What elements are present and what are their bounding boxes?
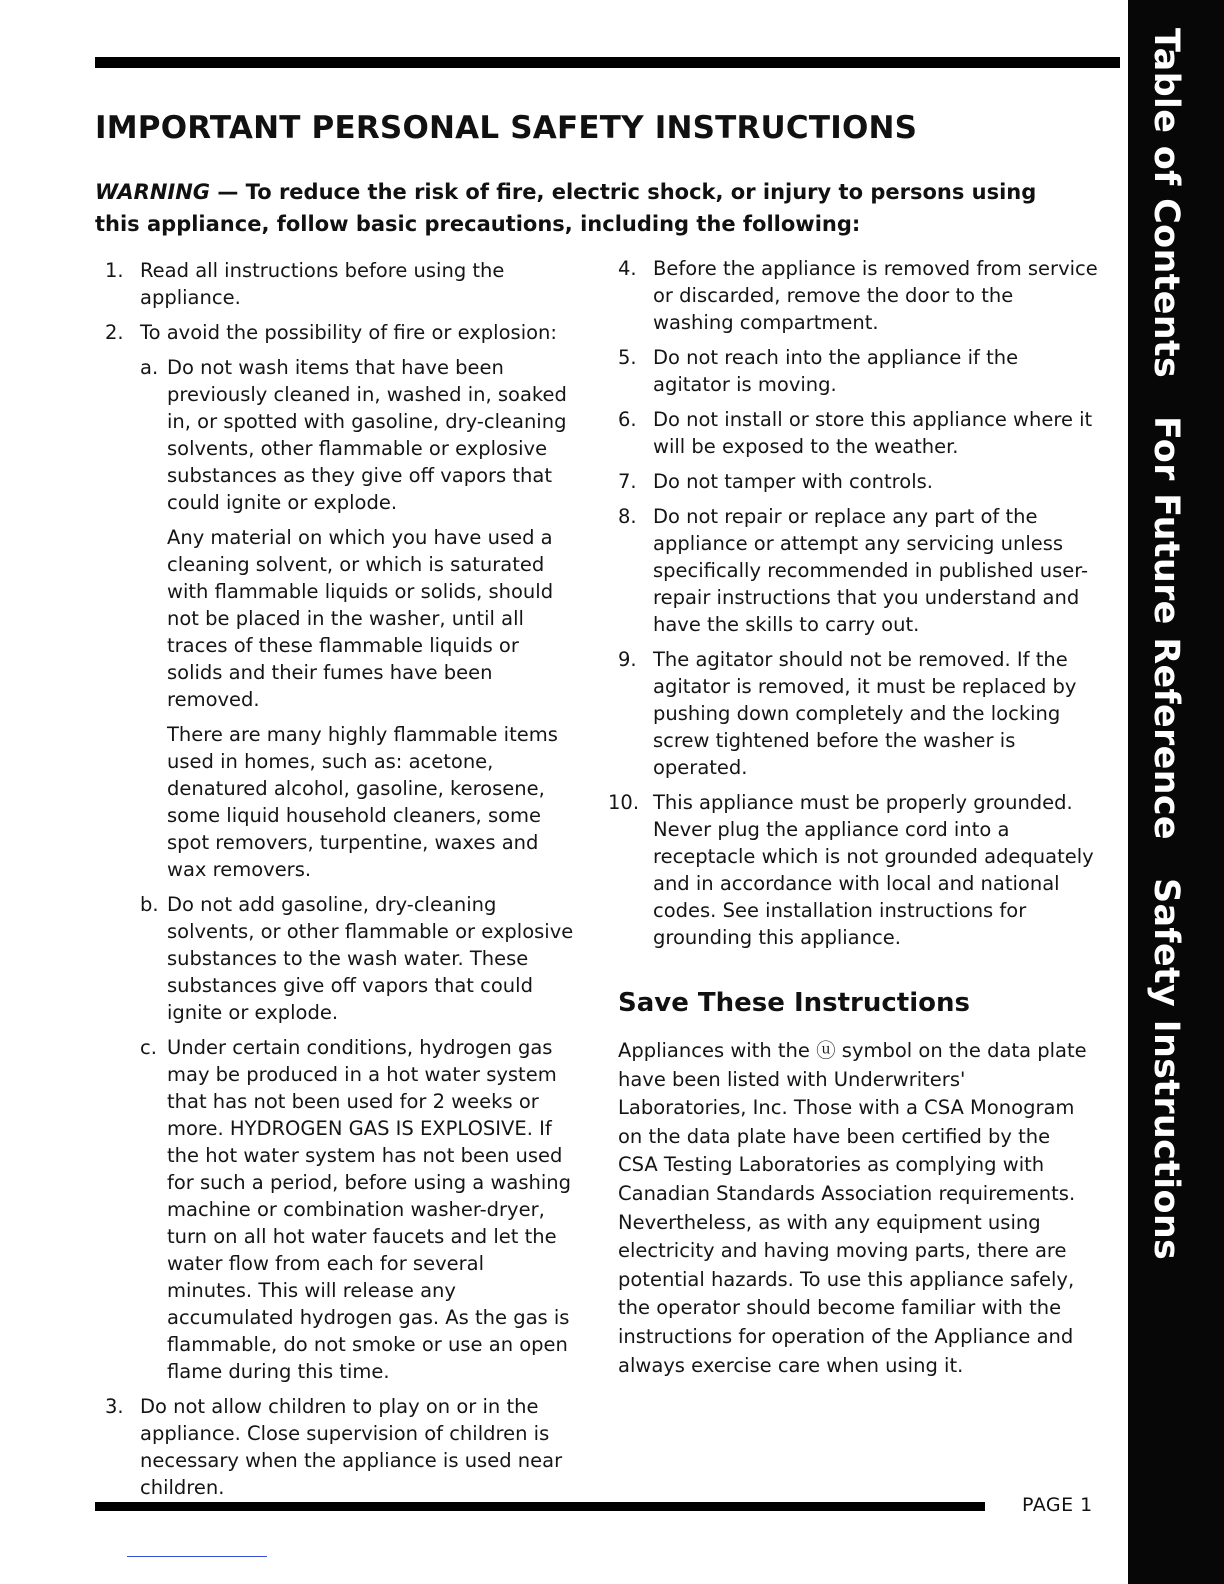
sub-item-letter: b. [140, 893, 159, 916]
save-paragraph: Appliances with the ⓤ symbol on the data plate have been listed with Underwriters' Laboratories, Inc. Those with a CSA Monogram on the data plate have been certified by the CSA Testing Laboratories as complying with Canadian Standards Association requirements. Nevertheless, as with any equipment using electricity and having moving parts, there are potential hazards. To use this appliance safely, the operator should become familiar with the instructions for operation of the Appliance and always exercise care when using it. [618, 1039, 1087, 1377]
list-item [618, 468, 1098, 495]
list-item [618, 406, 1098, 460]
right-column [608, 255, 1098, 959]
sub-item-paragraph: Under certain conditions, hydrogen gas may be produced in a hot water system that has not been used for 2 weeks or more. HYDROGEN GAS IS EXPLOSIVE. If the hot water system has not been used for such a period, before using a washing machine or combination washer-dryer, turn on all hot water faucets and let the water flow from each for several minutes. This will release any accumulated hydrogen gas. As the gas is flammable, do not smoke or use an open flame during this time. [167, 1036, 572, 1383]
bottom-rule [95, 1502, 985, 1511]
warning-text: — To reduce the risk of fire, electric shock, or injury to persons using this appliance, follow basic precautions, including the following: [95, 180, 1037, 236]
sub-item-paragraph: Any material on which you have used a cleaning solvent, or which is saturated with flammable liquids or solids, should not be placed in the washer, until all traces of these flammable liquids or solids and their fumes have been removed. [167, 526, 554, 711]
item-text: The agitator should not be removed. If the agitator is removed, it must be replaced by pushing down completely and the locking screw tightened before the washer is operated. [653, 648, 1077, 779]
list-item [618, 503, 1098, 638]
item-text: Do not allow children to play on or in the appliance. Close supervision of children is necessary when the appliance is used near children. [140, 1395, 563, 1499]
page-title: IMPORTANT PERSONAL SAFETY INSTRUCTIONS [95, 110, 918, 146]
item-text: This appliance must be properly grounded. Never plug the appliance cord into a receptacle which is not grounded adequately and in accordance with local and national codes. See installation instructions for grounding this appliance. [653, 791, 1094, 949]
item-number: 3. [105, 1395, 124, 1418]
item-number: 1. [105, 259, 124, 282]
item-text: To avoid the possibility of fire or explosion: [140, 321, 557, 344]
tab-for-future-reference[interactable]: For Future Reference [1146, 416, 1186, 841]
tab-safety-instructions[interactable]: Safety Instructions [1146, 878, 1186, 1261]
item-text: Do not tamper with controls. [653, 470, 933, 493]
tab-table-of-contents[interactable]: Table of Contents [1146, 28, 1186, 379]
left-column [105, 257, 575, 1509]
sub-item [140, 891, 575, 1026]
sub-item-letter: a. [140, 356, 159, 379]
save-heading: Save These Instructions [618, 988, 970, 1018]
item-text: Do not repair or replace any part of the appliance or attempt any servicing unless specifically recommended in published user-repair instructions that you understand and have the skills to carry out. [653, 505, 1089, 636]
item-number: 9. [618, 648, 637, 671]
list-item [618, 646, 1098, 781]
side-tab-bar [1128, 0, 1224, 1584]
item-number: 5. [618, 346, 637, 369]
list-item [608, 789, 1098, 951]
item-number: 8. [618, 505, 637, 528]
item-number: 4. [618, 257, 637, 280]
item-number: 7. [618, 470, 637, 493]
page-number: PAGE 1 [1022, 1494, 1093, 1516]
item-number: 10. [608, 791, 640, 814]
item-number: 2. [105, 321, 124, 344]
item-number: 6. [618, 408, 637, 431]
scan-artifact-line [127, 1556, 267, 1557]
item-text: Read all instructions before using the appliance. [140, 259, 505, 309]
list-item [105, 1393, 575, 1501]
list-item [105, 257, 575, 311]
list-item [105, 319, 575, 1385]
top-rule [95, 57, 1120, 68]
list-item [618, 344, 1098, 398]
warning-paragraph [95, 176, 1085, 240]
sub-item [140, 354, 575, 883]
item-text: Do not reach into the appliance if the agitator is moving. [653, 346, 1019, 396]
sub-item-letter: c. [140, 1036, 157, 1059]
item-text: Before the appliance is removed from service or discarded, remove the door to the washing compartment. [653, 257, 1098, 334]
item-text: Do not install or store this appliance where it will be exposed to the weather. [653, 408, 1093, 458]
warning-label: WARNING [95, 180, 211, 204]
list-item [618, 255, 1098, 336]
sub-item-paragraph: Do not add gasoline, dry-cleaning solvents, or other flammable or explosive substances to the wash water. These substances give off vapors that could ignite or explode. [167, 893, 574, 1024]
sub-item-paragraph: There are many highly flammable items used in homes, such as: acetone, denatured alcohol, gasoline, kerosene, some liquid household cleaners, some spot removers, turpentine, waxes and wax removers. [167, 723, 558, 881]
sub-item-paragraph: Do not wash items that have been previously cleaned in, washed in, soaked in, or spotted with gasoline, dry-cleaning solvents, other flammable or explosive substances as they give off vapors that could ignite or explode. [167, 356, 567, 514]
sub-item [140, 1034, 575, 1385]
